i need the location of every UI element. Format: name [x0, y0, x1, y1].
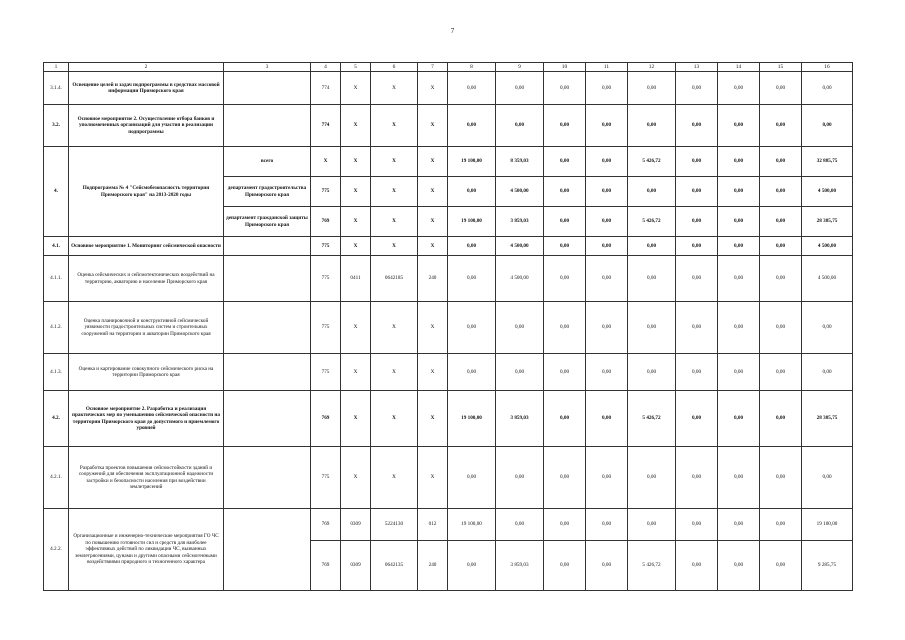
cell-value: 0,00	[448, 105, 496, 147]
cell-value: 0,00	[718, 177, 760, 207]
cell-value: 0,00	[760, 302, 802, 354]
cell-value: 0,00	[676, 237, 718, 256]
cell-value: 5224130	[371, 509, 418, 541]
cell-value: 0,00	[760, 237, 802, 256]
cell-value: 0,00	[718, 541, 760, 591]
cell-value: 0,00	[760, 541, 802, 591]
cell-value: 0,00	[760, 177, 802, 207]
cell-value: X	[371, 354, 418, 391]
header-cell: 2	[69, 63, 224, 72]
row-number: 4.1.3.	[44, 354, 69, 391]
cell-value: X	[341, 391, 371, 447]
executor-cell: департамент гражданской защиты Приморского края	[224, 207, 311, 237]
cell-value: 0,00	[760, 354, 802, 391]
cell-value: X	[418, 391, 448, 447]
cell-value: 0,00	[760, 207, 802, 237]
header-cell: 4	[311, 63, 341, 72]
header-cell: 6	[371, 63, 418, 72]
cell-value: 0,00	[496, 509, 544, 541]
executor-cell	[224, 237, 311, 256]
cell-value: 775	[311, 237, 341, 256]
cell-value: 769	[311, 391, 341, 447]
cell-value: 3 859,03	[496, 541, 544, 591]
header-cell: 11	[586, 63, 628, 72]
header-cell: 8	[448, 63, 496, 72]
cell-value: 775	[311, 354, 341, 391]
cell-value: 0,00	[628, 237, 676, 256]
cell-value: 0,00	[586, 354, 628, 391]
executor-cell: всего	[224, 147, 311, 177]
cell-value: 0,00	[676, 177, 718, 207]
cell-value: X	[418, 105, 448, 147]
page-number: 7	[450, 27, 455, 35]
cell-value: X	[418, 237, 448, 256]
cell-value: X	[371, 237, 418, 256]
cell-value: 769	[311, 509, 341, 541]
cell-value: X	[371, 72, 418, 105]
table-row	[44, 302, 853, 354]
cell-value: 0,00	[628, 447, 676, 509]
cell-value: 0,00	[496, 447, 544, 509]
cell-value: X	[418, 72, 448, 105]
cell-value: 8 359,03	[496, 147, 544, 177]
cell-value: 9 285,75	[802, 541, 853, 591]
cell-value: 0,00	[544, 177, 586, 207]
cell-value: X	[418, 302, 448, 354]
cell-value: 4 500,00	[496, 177, 544, 207]
cell-value: 0,00	[544, 207, 586, 237]
table-row	[44, 147, 853, 177]
cell-value: 0411	[341, 256, 371, 302]
header-cell: 14	[718, 63, 760, 72]
cell-value: X	[371, 147, 418, 177]
cell-value: 0,00	[760, 72, 802, 105]
header-row	[44, 63, 853, 72]
cell-value: 240	[418, 541, 448, 591]
table-row	[44, 72, 853, 105]
cell-value: X	[418, 177, 448, 207]
cell-value: 0,00	[586, 391, 628, 447]
cell-value: 0,00	[676, 509, 718, 541]
cell-value: 012	[418, 509, 448, 541]
table-row	[44, 105, 853, 147]
cell-value: 0,00	[676, 147, 718, 177]
cell-value: 0,00	[802, 302, 853, 354]
cell-value: X	[341, 447, 371, 509]
cell-value: 4 500,00	[802, 237, 853, 256]
cell-value: 0,00	[448, 302, 496, 354]
cell-value: X	[418, 354, 448, 391]
cell-value: 0,00	[586, 541, 628, 591]
header-cell: 1	[44, 63, 69, 72]
cell-value: 0,00	[496, 72, 544, 105]
cell-value: 0,00	[718, 391, 760, 447]
header-cell: 16	[802, 63, 853, 72]
cell-value: 0,00	[718, 72, 760, 105]
row-number: 3.1.4.	[44, 72, 69, 105]
cell-value: 0,00	[676, 391, 718, 447]
cell-value: 0,00	[802, 105, 853, 147]
executor-cell: департамент градостроительства Приморского края	[224, 177, 311, 207]
cell-value: X	[341, 237, 371, 256]
cell-value: 0,00	[676, 354, 718, 391]
cell-value: 19 100,00	[802, 509, 853, 541]
cell-value: 0,00	[628, 302, 676, 354]
cell-value: 0,00	[628, 256, 676, 302]
cell-value: 5 426,72	[628, 147, 676, 177]
cell-value: 0,00	[718, 447, 760, 509]
cell-value: 5 426,72	[628, 391, 676, 447]
header-cell: 15	[760, 63, 802, 72]
cell-value: 19 100,00	[448, 147, 496, 177]
cell-value: 19 100,00	[448, 391, 496, 447]
cell-value: 0309	[341, 509, 371, 541]
header-cell: 10	[544, 63, 586, 72]
cell-value: 0,00	[544, 105, 586, 147]
cell-value: 0,00	[718, 207, 760, 237]
header-cell: 13	[676, 63, 718, 72]
cell-value: 0,00	[586, 447, 628, 509]
cell-value: 240	[418, 256, 448, 302]
executor-cell	[224, 105, 311, 147]
cell-value: 0,00	[760, 105, 802, 147]
cell-value: X	[371, 302, 418, 354]
row-number: 3.2.	[44, 105, 69, 147]
row-name: Освещение целей и задач подпрограммы в средствах массовой информации Приморского края	[69, 72, 224, 105]
row-name: Оценка планировочной и конструктивной сейсмической уязвимости градостроительных систем и строительных сооружений на территории и акватории Приморского края	[69, 302, 224, 354]
cell-value: 28 385,75	[802, 391, 853, 447]
cell-value: 0,00	[676, 541, 718, 591]
cell-value: 0,00	[802, 447, 853, 509]
executor-cell	[224, 354, 311, 391]
cell-value: X	[341, 354, 371, 391]
cell-value: 0,00	[586, 302, 628, 354]
row-name: Основное мероприятие 2. Осуществление отбора банков и уполномоченных организаций для участия в реализации подпрограммы	[69, 105, 224, 147]
cell-value: X	[371, 447, 418, 509]
cell-value: 0,00	[448, 256, 496, 302]
cell-value: 0,00	[628, 509, 676, 541]
cell-value: 0,00	[628, 354, 676, 391]
cell-value: 775	[311, 447, 341, 509]
cell-value: X	[371, 177, 418, 207]
row-number: 4.1.2.	[44, 302, 69, 354]
cell-value: 0,00	[544, 509, 586, 541]
cell-value: 0,00	[676, 207, 718, 237]
cell-value: 0,00	[544, 391, 586, 447]
header-cell: 12	[628, 63, 676, 72]
row-name: Основное мероприятие 2. Разработка и реализация практических мер по уменьшению сейсмической опасности на территории Приморского края до допустимого и приемлемого уровней	[69, 391, 224, 447]
cell-value: 775	[311, 302, 341, 354]
cell-value: 0,00	[544, 256, 586, 302]
cell-value: 0,00	[676, 72, 718, 105]
row-name: Оценка и картирование совокупного сейсмического риска на территории Приморского края	[69, 354, 224, 391]
cell-value: 0,00	[718, 302, 760, 354]
cell-value: X	[341, 147, 371, 177]
cell-value: 4 500,00	[496, 256, 544, 302]
cell-value: 0309	[341, 541, 371, 591]
cell-value: 0,00	[676, 105, 718, 147]
cell-value: X	[341, 177, 371, 207]
cell-value: 0,00	[628, 105, 676, 147]
cell-value: 0,00	[760, 256, 802, 302]
cell-value: 0,00	[760, 147, 802, 177]
cell-value: 0,00	[586, 256, 628, 302]
cell-value: 28 385,75	[802, 207, 853, 237]
table-row	[44, 391, 853, 447]
cell-value: X	[341, 105, 371, 147]
header-cell: 7	[418, 63, 448, 72]
row-name: Основное мероприятие 1. Мониторинг сейсмической опасности	[69, 237, 224, 256]
cell-value: 0,00	[586, 207, 628, 237]
cell-value: 4 500,00	[802, 177, 853, 207]
cell-value: 0,00	[718, 354, 760, 391]
cell-value: 774	[311, 105, 341, 147]
cell-value: 0,00	[586, 105, 628, 147]
executor-cell	[224, 509, 311, 591]
cell-value: 775	[311, 256, 341, 302]
table-row	[44, 509, 853, 541]
cell-value: X	[418, 207, 448, 237]
cell-value: X	[341, 302, 371, 354]
cell-value: 0,00	[586, 72, 628, 105]
executor-cell	[224, 447, 311, 509]
cell-value: X	[311, 147, 341, 177]
cell-value: 3 859,03	[496, 207, 544, 237]
cell-value: 0,00	[544, 72, 586, 105]
cell-value: X	[418, 447, 448, 509]
cell-value: X	[341, 72, 371, 105]
cell-value: 0,00	[676, 302, 718, 354]
cell-value: 5 426,72	[628, 541, 676, 591]
cell-value: 769	[311, 541, 341, 591]
cell-value: 0,00	[544, 447, 586, 509]
header-cell: 9	[496, 63, 544, 72]
cell-value: 0,00	[586, 147, 628, 177]
cell-value: 0,00	[760, 391, 802, 447]
cell-value: X	[371, 391, 418, 447]
cell-value: 0,00	[802, 354, 853, 391]
cell-value: 0,00	[586, 177, 628, 207]
row-number: 4.2.2.	[44, 509, 69, 591]
cell-value: 0,00	[448, 237, 496, 256]
cell-value: 0642135	[371, 541, 418, 591]
cell-value: 0,00	[718, 509, 760, 541]
row-number: 4.2.	[44, 391, 69, 447]
row-number: 4.1.1.	[44, 256, 69, 302]
cell-value: 0,00	[718, 147, 760, 177]
cell-value: 0,00	[628, 177, 676, 207]
cell-value: 0,00	[544, 147, 586, 177]
cell-value: 0,00	[586, 237, 628, 256]
cell-value: 0,00	[718, 256, 760, 302]
cell-value: X	[371, 207, 418, 237]
cell-value: 0,00	[718, 237, 760, 256]
row-name: Оценка сейсмических и сейсмотектонических воздействий на территорию, акваторию и население Приморского края	[69, 256, 224, 302]
cell-value: 769	[311, 207, 341, 237]
cell-value: 0,00	[496, 105, 544, 147]
executor-cell	[224, 72, 311, 105]
cell-value: 775	[311, 177, 341, 207]
row-name: Организационные и инженерно-технические мероприятия ГО ЧС по повышению готовности сил и средств для наиболее эффективных действий по ликвидации ЧС, вызванных землетрясениями, цунами и другими опасными сейсмогенными воздействиями природного и техногенного характера	[69, 509, 224, 591]
cell-value: 0,00	[544, 302, 586, 354]
cell-value: 0,00	[496, 302, 544, 354]
cell-value: 0,00	[448, 354, 496, 391]
cell-value: 0,00	[760, 447, 802, 509]
cell-value: 4 500,00	[802, 256, 853, 302]
header-cell: 3	[224, 63, 311, 72]
cell-value: 0,00	[718, 105, 760, 147]
cell-value: 19 100,00	[448, 509, 496, 541]
budget-table	[43, 62, 853, 591]
table-row	[44, 237, 853, 256]
cell-value: 19 100,00	[448, 207, 496, 237]
cell-value: 0,00	[448, 541, 496, 591]
cell-value: 0,00	[544, 354, 586, 391]
cell-value: 0,00	[544, 237, 586, 256]
cell-value: 0,00	[802, 72, 853, 105]
cell-value: 5 426,72	[628, 207, 676, 237]
cell-value: X	[341, 207, 371, 237]
cell-value: 0,00	[760, 509, 802, 541]
cell-value: 0,00	[544, 541, 586, 591]
cell-value: 3 859,03	[496, 391, 544, 447]
cell-value: 32 885,75	[802, 147, 853, 177]
header-cell: 5	[341, 63, 371, 72]
executor-cell	[224, 391, 311, 447]
cell-value: 0,00	[496, 354, 544, 391]
cell-value: 0,00	[586, 509, 628, 541]
cell-value: 0,00	[628, 72, 676, 105]
row-number: 4.	[44, 147, 69, 237]
cell-value: 4 500,00	[496, 237, 544, 256]
cell-value: 774	[311, 72, 341, 105]
cell-value: 0,00	[676, 447, 718, 509]
cell-value: 0642185	[371, 256, 418, 302]
cell-value: 0,00	[448, 447, 496, 509]
cell-value: X	[418, 147, 448, 177]
cell-value: 0,00	[448, 72, 496, 105]
table-row	[44, 256, 853, 302]
row-name: Разработка проектов повышения сейсмостойкости зданий и сооружений для обеспечения эксплуатационной надежности застройки и безопасности населения при воздействии землетрясений	[69, 447, 224, 509]
cell-value: X	[371, 105, 418, 147]
row-number: 4.1.	[44, 237, 69, 256]
cell-value: 0,00	[448, 177, 496, 207]
row-name: Подпрограмма № 4 "Сейсмобезопасность территории Приморского края" на 2013-2020 годы	[69, 147, 224, 237]
executor-cell	[224, 302, 311, 354]
table-row	[44, 354, 853, 391]
row-number: 4.2.1.	[44, 447, 69, 509]
table-row	[44, 447, 853, 509]
cell-value: 0,00	[676, 256, 718, 302]
executor-cell	[224, 256, 311, 302]
